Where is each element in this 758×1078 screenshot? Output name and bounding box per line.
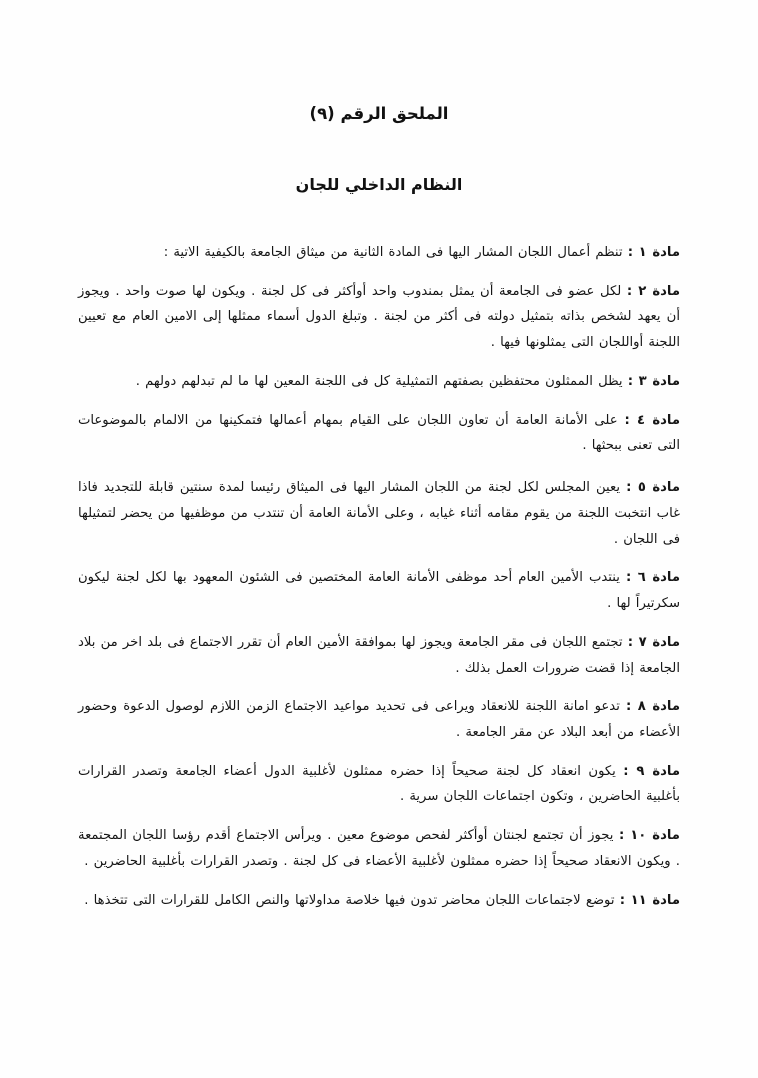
article-5-text: يعين المجلس لكل لجنة من اللجان المشار اليها فى الميثاق رئيسا لمدة سنتين قابلة للتجديد فاذا غاب انتخبت اللجنة من يقوم مقامه أثناء غيابه ، وعلى الأمانة العامة أن تنتدب من موظفيها من يحضر لتمثيلها فى اللجان . bbox=[78, 480, 680, 547]
article-8-lead: مادة ٨ : bbox=[626, 699, 680, 715]
article-6-lead: مادة ٦ : bbox=[626, 570, 680, 586]
article-9-lead: مادة ٩ : bbox=[623, 763, 680, 779]
article-11-text: توضع لاجتماعات اللجان محاضر تدون فيها خلاصة مداولاتها والنص الكامل للقرارات التى تتخذها . bbox=[84, 892, 615, 908]
article-2 bbox=[78, 279, 680, 356]
article-5-lead: مادة ٥ : bbox=[626, 480, 681, 496]
article-2-text: لكل عضو فى الجامعة أن يمثل بمندوب واحد أوأكثر فى كل لجنة . ويكون لها صوت واحد . ويجوز أن يعهد لشخص بذاته بتمثيل دولته فى أكثر من لجنة . وتبلغ الدول أسماء ممثلها إلى الامين العام مع تعيين اللجنة أواللجان التى يمثلونها فيها . bbox=[78, 283, 680, 351]
article-9-text: يكون انعقاد كل لجنة صحيحاً إذا حضره ممثلون لأغلبية الدول أعضاء الجامعة وتصدر القرارات بأغلبية الحاضرين ، وتكون اجتماعات اللجان سرية . bbox=[78, 763, 680, 805]
article-10-lead: مادة ١٠ : bbox=[619, 828, 680, 844]
article-1-text: تنظم أعمال اللجان المشار اليها فى المادة الثانية من ميثاق الجامعة بالكيفية الاتية : bbox=[163, 245, 623, 260]
article-8-text: تدعو امانة اللجنة للانعقاد ويراعى فى تحديد مواعيد الاجتماع الزمن اللازم لوصول الدعوة وحضور الأعضاء من أبعد البلاد عن مقر الجامعة . bbox=[78, 699, 680, 741]
article-1-lead: مادة ١ : bbox=[627, 245, 680, 260]
article-3 bbox=[78, 369, 680, 395]
article-7-lead: مادة ٧ : bbox=[627, 634, 680, 650]
article-3-lead: مادة ٣ : bbox=[627, 373, 680, 389]
article-8 bbox=[78, 694, 680, 745]
article-7 bbox=[78, 630, 680, 681]
article-4 bbox=[78, 408, 680, 459]
article-4-text: على الأمانة العامة أن تعاون اللجان على القيام بمهام أعمالها فتمكينها من الالمام بالموضوعات التى تعنى ببحثها . bbox=[78, 412, 680, 454]
article-3-text: يظل الممثلون محتفظين بصفتهم التمثيلية كل فى اللجنة المعين لها ما لم تبدلهم دولهم . bbox=[135, 373, 623, 389]
article-4-lead: مادة ٤ : bbox=[624, 412, 680, 428]
article-11 bbox=[78, 888, 680, 914]
article-10-text: يجوز أن تجتمع لجنتان أوأكثر لفحص موضوع معين . ويرأس الاجتماع أقدم رؤسا اللجان المجتمعة . ويكون الانعقاد صحيحاً إذا حضره ممثلون لأغلبية الأعضاء فى كل لجنة . وتصدر القرارات بأغلبية الحاضرين . bbox=[78, 828, 680, 869]
article-1 bbox=[78, 240, 680, 266]
article-11-lead: مادة ١١ : bbox=[619, 892, 680, 908]
article-10 bbox=[78, 823, 680, 874]
article-9 bbox=[78, 759, 680, 810]
article-6-text: ينتدب الأمين العام أحد موظفى الأمانة العامة المختصين فى الشئون المعهود بها لكل لجنة ليكون سكرتيراً لها . bbox=[78, 570, 680, 612]
document-subtitle: النظام الداخلي للجان bbox=[295, 175, 463, 194]
article-7-text: تجتمع اللجان فى مقر الجامعة ويجوز لها بموافقة الأمين العام أن تقرر الاجتماع فى بلد اخر من بلاد الجامعة إذا قضت ضرورات العمل بذلك . bbox=[78, 634, 680, 676]
articles-list bbox=[78, 240, 680, 913]
page-title: الملحق الرقم (٩) bbox=[309, 104, 449, 123]
article-5 bbox=[78, 475, 680, 552]
article-2-lead: مادة ٢ : bbox=[626, 283, 680, 299]
article-6 bbox=[78, 565, 680, 616]
